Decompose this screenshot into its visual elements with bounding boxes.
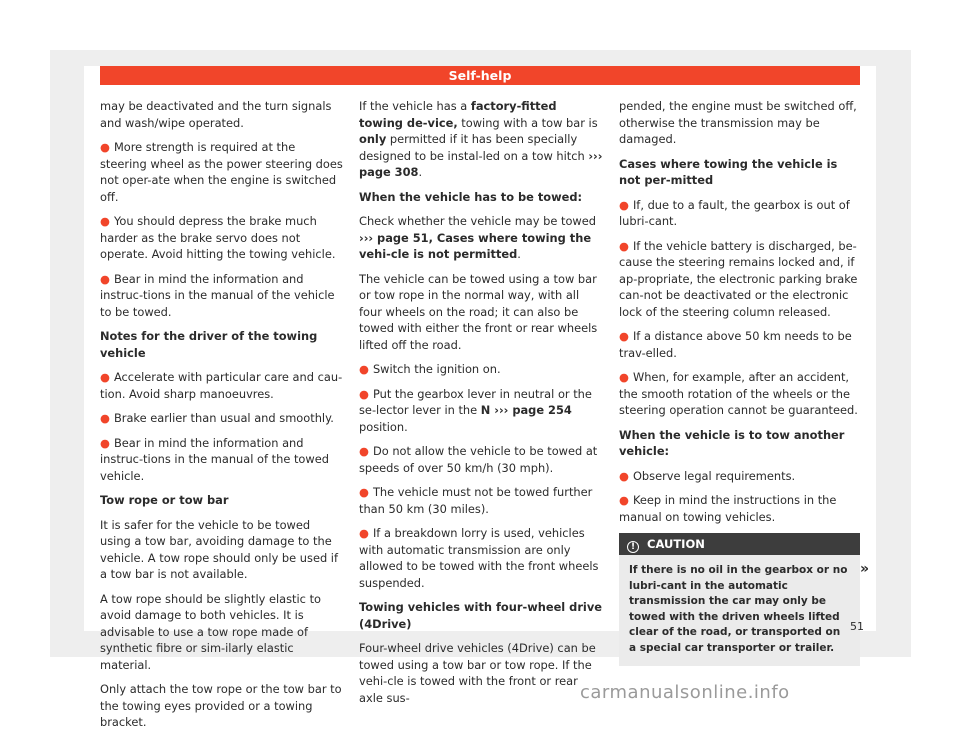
bullet-text: If a distance above 50 km needs to be trav-elled. (619, 329, 852, 360)
paragraph: It is safer for the vehicle to be towed using a tow bar, avoiding damage to the vehicle. A tow rope should only be used if a tow bar is not available. (100, 517, 338, 581)
bullet-icon: ● (100, 435, 110, 450)
paragraph (359, 213, 603, 263)
subheading: Tow rope or tow bar (100, 493, 229, 507)
bullet-item (359, 525, 603, 591)
column-right (619, 98, 861, 666)
text-run: If the vehicle has a (359, 99, 471, 113)
bullet-icon: ● (100, 271, 110, 286)
bullet-text: Observe legal requirements. (632, 468, 796, 483)
bullet-icon: ● (619, 197, 629, 212)
subheading: Cases where towing the vehicle is not per-mitted (619, 156, 838, 187)
bullet-text: More strength is required at the steering wheel as the power steering does not oper-ate when the engine is switched off. (100, 140, 343, 204)
caution-text: If there is no oil in the gearbox or no lubri-cant in the automatic transmission the car may only be towed with the driven wheels lifted clear of the road, or transported on a special car transporter or trailer. (619, 555, 860, 666)
bullet-icon: ● (619, 329, 629, 343)
caution-icon: ! (627, 541, 639, 553)
column-left (100, 98, 344, 739)
text-run: . (517, 247, 521, 261)
bullet-item (359, 361, 603, 378)
caution-header (619, 533, 860, 555)
bullet-item (619, 328, 861, 361)
bullet-icon: ● (100, 370, 110, 384)
bullet-text: If a breakdown lorry is used, vehicles with automatic transmission are only allowed to be towed with the front wheels suspended. (359, 526, 599, 590)
bullet-icon: ● (619, 238, 629, 253)
bullet-icon: ● (359, 485, 369, 499)
bullet-text: Accelerate with particular care and cau-tion. Avoid sharp manoeuvres. (100, 370, 343, 401)
bullet-icon: ● (100, 214, 110, 228)
text-run: . (418, 165, 423, 179)
bullet-text: If, due to a fault, the gearbox is out of lubri-cant. (619, 197, 850, 228)
page-reference-link[interactable]: ››› page 51, Cases where towing the vehi-cle is not permitted (359, 230, 592, 261)
bullet-icon: ● (619, 493, 629, 507)
subheading: Notes for the driver of the towing vehicle (100, 329, 318, 360)
bullet-item (100, 271, 344, 321)
page-reference-link[interactable]: N ››› page 254 (480, 403, 572, 417)
bullet-text: Bear in mind the information and instruc-tions in the manual of the towed vehicle. (100, 435, 329, 483)
bullet-text: Brake earlier than usual and smoothly. (113, 411, 334, 425)
bullet-text: When, for example, after an accident, the smooth rotation of the wheels or the steering operation cannot be guaranteed. (619, 370, 858, 417)
text-run: permitted if it has been specially designed to be instal-led on a tow hitch (359, 132, 589, 163)
bullet-text: Do not allow the vehicle to be towed at speeds of over 50 km/h (30 mph). (359, 444, 598, 475)
bullet-icon: ● (619, 468, 629, 483)
subheading: Towing vehicles with four-wheel drive (4Drive) (359, 600, 602, 631)
bullet-item (619, 369, 861, 419)
bullet-text: Bear in mind the information and instruc-tions in the manual of the vehicle to be towed. (100, 271, 335, 319)
bullet-item (100, 410, 344, 427)
bullet-icon: ● (359, 386, 369, 401)
paragraph: A tow rope should be slightly elastic to avoid damage to both vehicles. It is advisable to use a tow rope made of synthetic fibre or sim-ilarly elastic material. (100, 591, 322, 672)
paragraph: pended, the engine must be switched off, otherwise the transmission may be damaged. (619, 99, 857, 146)
bullet-icon: ● (100, 140, 110, 154)
paragraph: Four-wheel drive vehicles (4Drive) can be towed using a tow bar or tow rope. If the vehi-cle is towed with the front or rear axle sus- (359, 641, 596, 705)
bullet-icon: ● (359, 526, 369, 540)
bullet-item (100, 139, 344, 205)
bullet-text: Keep in mind the instructions in the manual on towing vehicles. (619, 493, 837, 524)
page-reference-link[interactable]: ››› page 308 (359, 148, 603, 179)
bullet-item (619, 468, 861, 485)
paragraph: may be deactivated and the turn signals and wash/wipe operated. (100, 99, 332, 130)
bullet-item (359, 484, 603, 517)
bullet-icon: ● (619, 370, 629, 384)
bullet-item (100, 435, 344, 485)
paragraph: The vehicle can be towed using a tow bar or tow rope in the normal way, with all four wheels on the road; it can also be towed with either the front or rear wheels lifted off the road. (359, 271, 598, 352)
bullet-item (619, 238, 861, 321)
text-run: position. (359, 419, 408, 434)
page-number: 51 (850, 620, 864, 633)
bullet-item (619, 492, 861, 525)
bullet-text: Switch the ignition on. (372, 362, 501, 376)
section-header (100, 66, 860, 85)
bullet-icon: ● (100, 411, 110, 425)
section-title: Self-help (448, 68, 512, 83)
bullet-icon: ● (359, 444, 369, 458)
bullet-text: If the vehicle battery is discharged, be-cause the steering remains locked and, if ap-propriate, the electronic parking brake can-not be deactivated or the electronic lock of the steering column released. (619, 238, 858, 319)
paragraph (359, 98, 603, 181)
bullet-text: The vehicle must not be towed further than 50 km (30 miles). (359, 485, 593, 516)
continue-icon: » (860, 561, 870, 577)
text-run: Put the gearbox lever in neutral or the se-lector lever in the (359, 386, 592, 417)
text-run: Check whether the vehicle may be towed (359, 214, 596, 228)
paragraph: Only attach the tow rope or the tow bar to the towing eyes provided or a towing bracket. (100, 682, 342, 729)
column-middle (359, 98, 603, 714)
bullet-item (100, 213, 344, 263)
bullet-item (359, 443, 603, 476)
watermark: carmanualsonline.info (580, 682, 790, 703)
subheading: When the vehicle is to tow another vehicle: (619, 427, 845, 458)
caution-box (619, 533, 860, 666)
bullet-text: You should depress the brake much harder as the brake servo does not operate. Avoid hitting the towing vehicle. (100, 214, 336, 261)
subheading: When the vehicle has to be towed: (359, 189, 583, 204)
text-run-bold: only (359, 132, 387, 146)
caution-title: CAUTION (647, 537, 705, 551)
text-run-bold: factory-fitted towing de-vice, (359, 99, 557, 130)
bullet-item (100, 369, 344, 402)
bullet-item (619, 197, 861, 230)
text-run: towing with a tow bar is (457, 115, 598, 130)
bullet-icon: ● (359, 362, 369, 376)
bullet-item (359, 386, 603, 436)
